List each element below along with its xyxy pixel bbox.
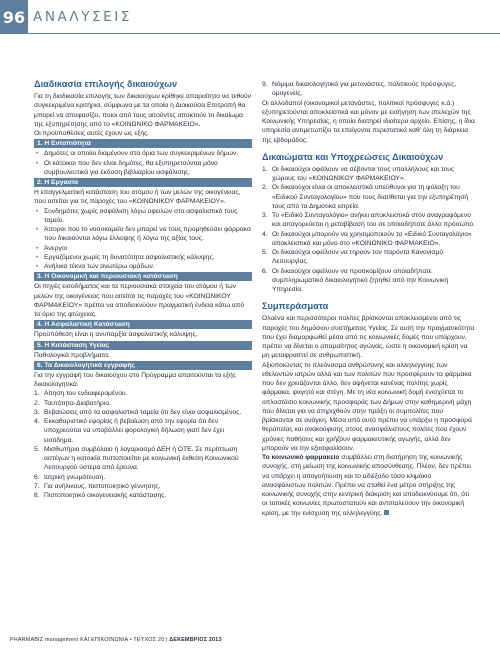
conclusion-emphasis: Το κοινωνικό φαρμακείο bbox=[262, 454, 340, 461]
list-item: 3. Βεβαιώσεις από τα ασφαλιστικά ταμεία ότι δεν είναι ασφαλισμένος. bbox=[34, 408, 242, 416]
page-number: 96 bbox=[0, 0, 28, 34]
documents-list-continued bbox=[262, 80, 476, 99]
intro-paragraph-2: Οι προϋποθέσεις αυτές έχουν ως εξής. bbox=[34, 130, 150, 137]
list-item: • Δημότες οι οποίοι διαμένουν στα όρια των συγκεκριμένων δήμων. bbox=[34, 149, 252, 158]
documents-paragraph: Για την εγγραφή του δικαιούχου στο Πρόγραμμα απαιτούνται τα εξής δικαιολογητικά. bbox=[34, 371, 236, 388]
criterion-bar-economic: 3. Η Οικονομική και περιουσιακή κατάσταση bbox=[34, 272, 252, 281]
footer-text: PHARMABIZ management ΚΑΙ ΕΠΙΚΟΙΝΩΝΙΑ • ΤΕΥΧΟΣ 20 | bbox=[10, 637, 170, 643]
conclusion-paragraph-2: Αξιοποιώντας το πλεόνασμα ανθρώπινης και αλληλεγγύης των εθελοντών ιατρών αλλά και των πολιτών που προσφέρουν τα φάρμακα που δεν χρειάζονται άλλο, δεν αφήνεται κανένας πολίτης χωρίς φάρμακα, φαγητό και στέγη. Με τη νέα κοινωνική δομή ενισχύεται το οπλοστάσιο κοινωνικής προσφοράς των Δήμων στην καθημερινή μάχη που δίνεται για να στηριχθούν στην πράξη οι συμπολίτες που βρίσκονται σε ανάγκη. Μέσα από αυτό πρέπει να υπάρξει η προσφορά θεραπείας και ανακούφισης στους ανασφάλιστους πολίτες που έχουν χρόνιες παθήσεις και χρήζουν φαρμακευτικής αγωγής, αλλά δεν μπορούν να την εξασφαλίσουν. bbox=[262, 361, 472, 452]
list-item: 4. Οι δικαιούχοι μπορούν να χρησιμοποιούν το «Ειδικό Συνταγολόγιο» αποκλειστικά και μόνο στο «ΚΟΙΝΩΝΙΚΟ ΦΑΡΜΑΚΕΙΟ». bbox=[262, 230, 472, 247]
insurance-paragraph: Προϋπόθεση είναι η ανυπαρξία ασφαλιστικής κάλυψης. bbox=[34, 331, 198, 339]
health-paragraph: Παθολογικά προβλήματα. bbox=[34, 351, 110, 359]
conclusion-paragraph-3: Το κοινωνικό φαρμακείο συμβάλλει στη διατήρηση της κοινωνικής συνοχής, στη μείωση της κοινωνικής αποσύνθεσης. Πλέον, δεν πρέπει να υπάρχει η απογοήτευση και το αδιέξοδο τόσο κλιμάκιο ανασφάλιστων πολιτών. Πρέπει να σταθεί ένα μέτρο στήριξης της κοινωνικής συνοχής στην κεντρική διάκριση και αποδεικνύουμε ότι, ότι οι τοπικές κοινωνίες πρωτοστατούν και αντιπαλεύουν την οικονομική κρίση, με την ενίσχυση της αλληλεγγύης. bbox=[262, 454, 471, 517]
list-item: 3. Το «Ειδικό Συνταγολόγιο» ανήκει αποκλειστικά στον αναγραφόμενο και απαγορεύεται η μεταβίβασή του σε οποιοδήποτε άλλο πρόσωπο. bbox=[262, 212, 475, 229]
list-item: 6. Οι δικαιούχοι οφείλουν να προσκομίζουν οποιαδήποτε συμπληρωματικό δικαιολογητικό ζητηθεί από την Κοινωνική Υπηρεσία. bbox=[262, 267, 449, 293]
heading-conclusions: Συμπεράσματα bbox=[262, 301, 329, 312]
heading-beneficiary-selection: Διαδικασία επιλογής δικαιούχων bbox=[34, 79, 178, 89]
list-item: • Ανήλικα τέκνα των ανωτέρω ομάδων. bbox=[34, 262, 252, 271]
list-item: 1. Οι δικαιούχοι οφείλουν να σέβονται τους υπαλλήλους και τους χώρους του «ΚΟΙΝΩΝΙΚΟΥ ΦΑΡΜΑΚΕΙΟΥ». bbox=[262, 165, 455, 182]
work-list bbox=[34, 207, 252, 272]
criterion-bar-health: 5. Η Κατάσταση Υγείας bbox=[34, 341, 252, 350]
economic-paragraph: Οι πηγές εισοδήματος και τα περιουσιακά στοιχεία του ατόμου ή των μελών της οικογένειας που αιτείται τις παροχές του «ΚΟΙΝΩΝΙΚΟΥ ΦΑΡΜΑΚΕΙΟΥ» πρέπει να αποδεικνύουν πραγματική ένδεια κάτω από το όριο της φτώχειας. bbox=[34, 283, 245, 318]
documents-list bbox=[34, 389, 252, 500]
list-item: 7. Για ανήλικους, πιστοποιητικό γέννησης. bbox=[34, 482, 161, 490]
criterion-bar-documents: 6. Τα Δικαιολογητικά εγγραφής bbox=[34, 361, 252, 370]
list-item: • Άνεργοι bbox=[34, 244, 252, 253]
list-item: 9. Νόμιμα δικαιολογητικά για μετανάστες, πολιτικούς πρόσφυγες, ομογενείς. bbox=[262, 81, 457, 98]
immigrants-paragraph: Οι αλλοδαποί (οικονομικοί μετανάστες, πολιτικοί πρόσφυγες κ.ά.) εξυπηρετούνται αποκλειστικά και μόνον με εισήγηση των στελεχών της Κοινωνικής Υπηρεσίας, η οποία διατηρεί ιδιαίτερο αρχείο. Επίσης, η ίδια υπηρεσία αντιμετωπίζει τα επείγοντα περιστατικά καθ' όλη τη διάρκεια της εβδομάδος. bbox=[262, 99, 475, 144]
list-item: 5. Οι δικαιούχοι οφείλουν να τηρούν τον παρόντα Κανονισμό Λειτουργίας. bbox=[262, 249, 444, 266]
locality-list bbox=[34, 149, 252, 177]
left-column bbox=[34, 79, 252, 500]
list-item: • Οι κάτοικοι που δεν είναι δημότες, θα εξυπηρετούνται μόνο συμβουλευτικά για έκδοση βιβλιαρίου ασφάλισης. bbox=[34, 159, 252, 178]
criterion-bar-insurance: 4. Η Ασφαλιστική Κατάσταση bbox=[34, 320, 252, 329]
list-item: 8. Πιστοποιητικό οικογενειακής κατάστασης. bbox=[34, 492, 167, 499]
list-item: 6. Ιατρική γνωμάτευση. bbox=[34, 473, 106, 481]
criterion-bar-work: 2. Η Εργασία bbox=[34, 178, 252, 187]
list-item: 2. Οι δικαιούχοι είναι οι αποκλειστικά υπεύθυνοι για τη φύλαξη του «Ειδικού Συνταγολογίου» που τους διατίθεται για την εξυπηρέτησή τους από τα Δημοτικά ιατρεία. bbox=[262, 184, 469, 210]
footer-date: ΔΕΚΕΜΒΡΙΟΣ 2013 bbox=[169, 637, 222, 643]
work-paragraph: Η επαγγελματική κατάσταση του ατόμου ή των μελών της οικογένειας, που αιτείται για τις παροχές του «ΚΟΙΝΩΝΙΚΟΥ ΦΑΡΜΑΚΕΙΟΥ». bbox=[34, 189, 241, 206]
list-item: • Εργαζόμενοι χωρίς τη δυνατότητα ασφαλιστικής κάλυψης. bbox=[34, 253, 252, 262]
header-rule bbox=[28, 33, 500, 34]
page-header bbox=[0, 0, 500, 36]
end-mark-icon bbox=[384, 510, 389, 515]
section-title: ΑΝΑΛΥΣΕΙΣ bbox=[33, 9, 133, 25]
list-item: • Συνδημότες χωρίς ασφάλιση λόγω οφειλών στο ασφαλιστικό τους ταμείο. bbox=[34, 207, 252, 226]
list-item: 5. Μισθωτήριο συμβόλαιο ή λογαριασμό ΔΕΗ ή ΟΤΕ. Σε περίπτωση αστέγων η κατοικία πιστοποιείται με κοινωνική έκθεση Κοινωνικού Λειτουργού ύστερα από έρευνα. bbox=[34, 445, 239, 472]
criterion-bar-locality: 1. Η Εντοπιότητα bbox=[34, 139, 252, 148]
intro-paragraph: Για τη διαδικασία επιλογής των δικαιούχων κρίθηκε απαραίτητο να τεθούν συγκεκριμένα κριτήρια, σύμφωνα με τα οποία η Διοικούσα Επιτροπή θα μπορεί να αποφασίζει, ποιοι από τους αιτούντες αποκτούν το δικαίωμα της εξυπηρέτησης από το «ΚΟΙΝΩΝΙΚΟ ΦΑΡΜΑΚΕΙΟ». bbox=[34, 93, 251, 128]
page-footer bbox=[10, 637, 222, 643]
right-column bbox=[262, 80, 476, 518]
rights-list bbox=[262, 165, 476, 295]
heading-rights-obligations: Δικαιώματα και Υποχρεώσεις Δικαιούχων bbox=[262, 151, 444, 162]
list-item: • Άποροι που το νοσοκομείο δεν μπορεί να τους προμηθεύσει φάρμακα που δικαιούνται λόγω έλλειψης ή λόγω της αξίας τους. bbox=[34, 225, 252, 244]
conclusion-paragraph-1: Ολοένα και περισσότεροι πολίτες βρίσκονται αποκλεισμένοι από τις παροχές του δημόσιου συστήματος Υγείας. Σε αυτή την πραγματικότητα που έχει διαμορφωθεί μέσα από τις κοινωνικές δομές που υπάρχουν, πρέπει να δίνεται ο απαραίτητος αγώνας, ώστε η οικονομική κρίση να μη μεταφραστεί σε ανθρωπιστική. bbox=[262, 315, 475, 360]
list-item: 2. Ταυτότητα-Διαβατήριο. bbox=[34, 399, 111, 407]
list-item: 1. Αίτηση του ενδιαφερομένου. bbox=[34, 390, 128, 398]
list-item: 4. Εκκαθαριστικό εφορίας ή βεβαίωση από την εφορία ότι δεν υποχρεούται να υποβάλλει φορολογική δήλωση γιατί δεν έχει εισόδημα. bbox=[34, 418, 225, 444]
